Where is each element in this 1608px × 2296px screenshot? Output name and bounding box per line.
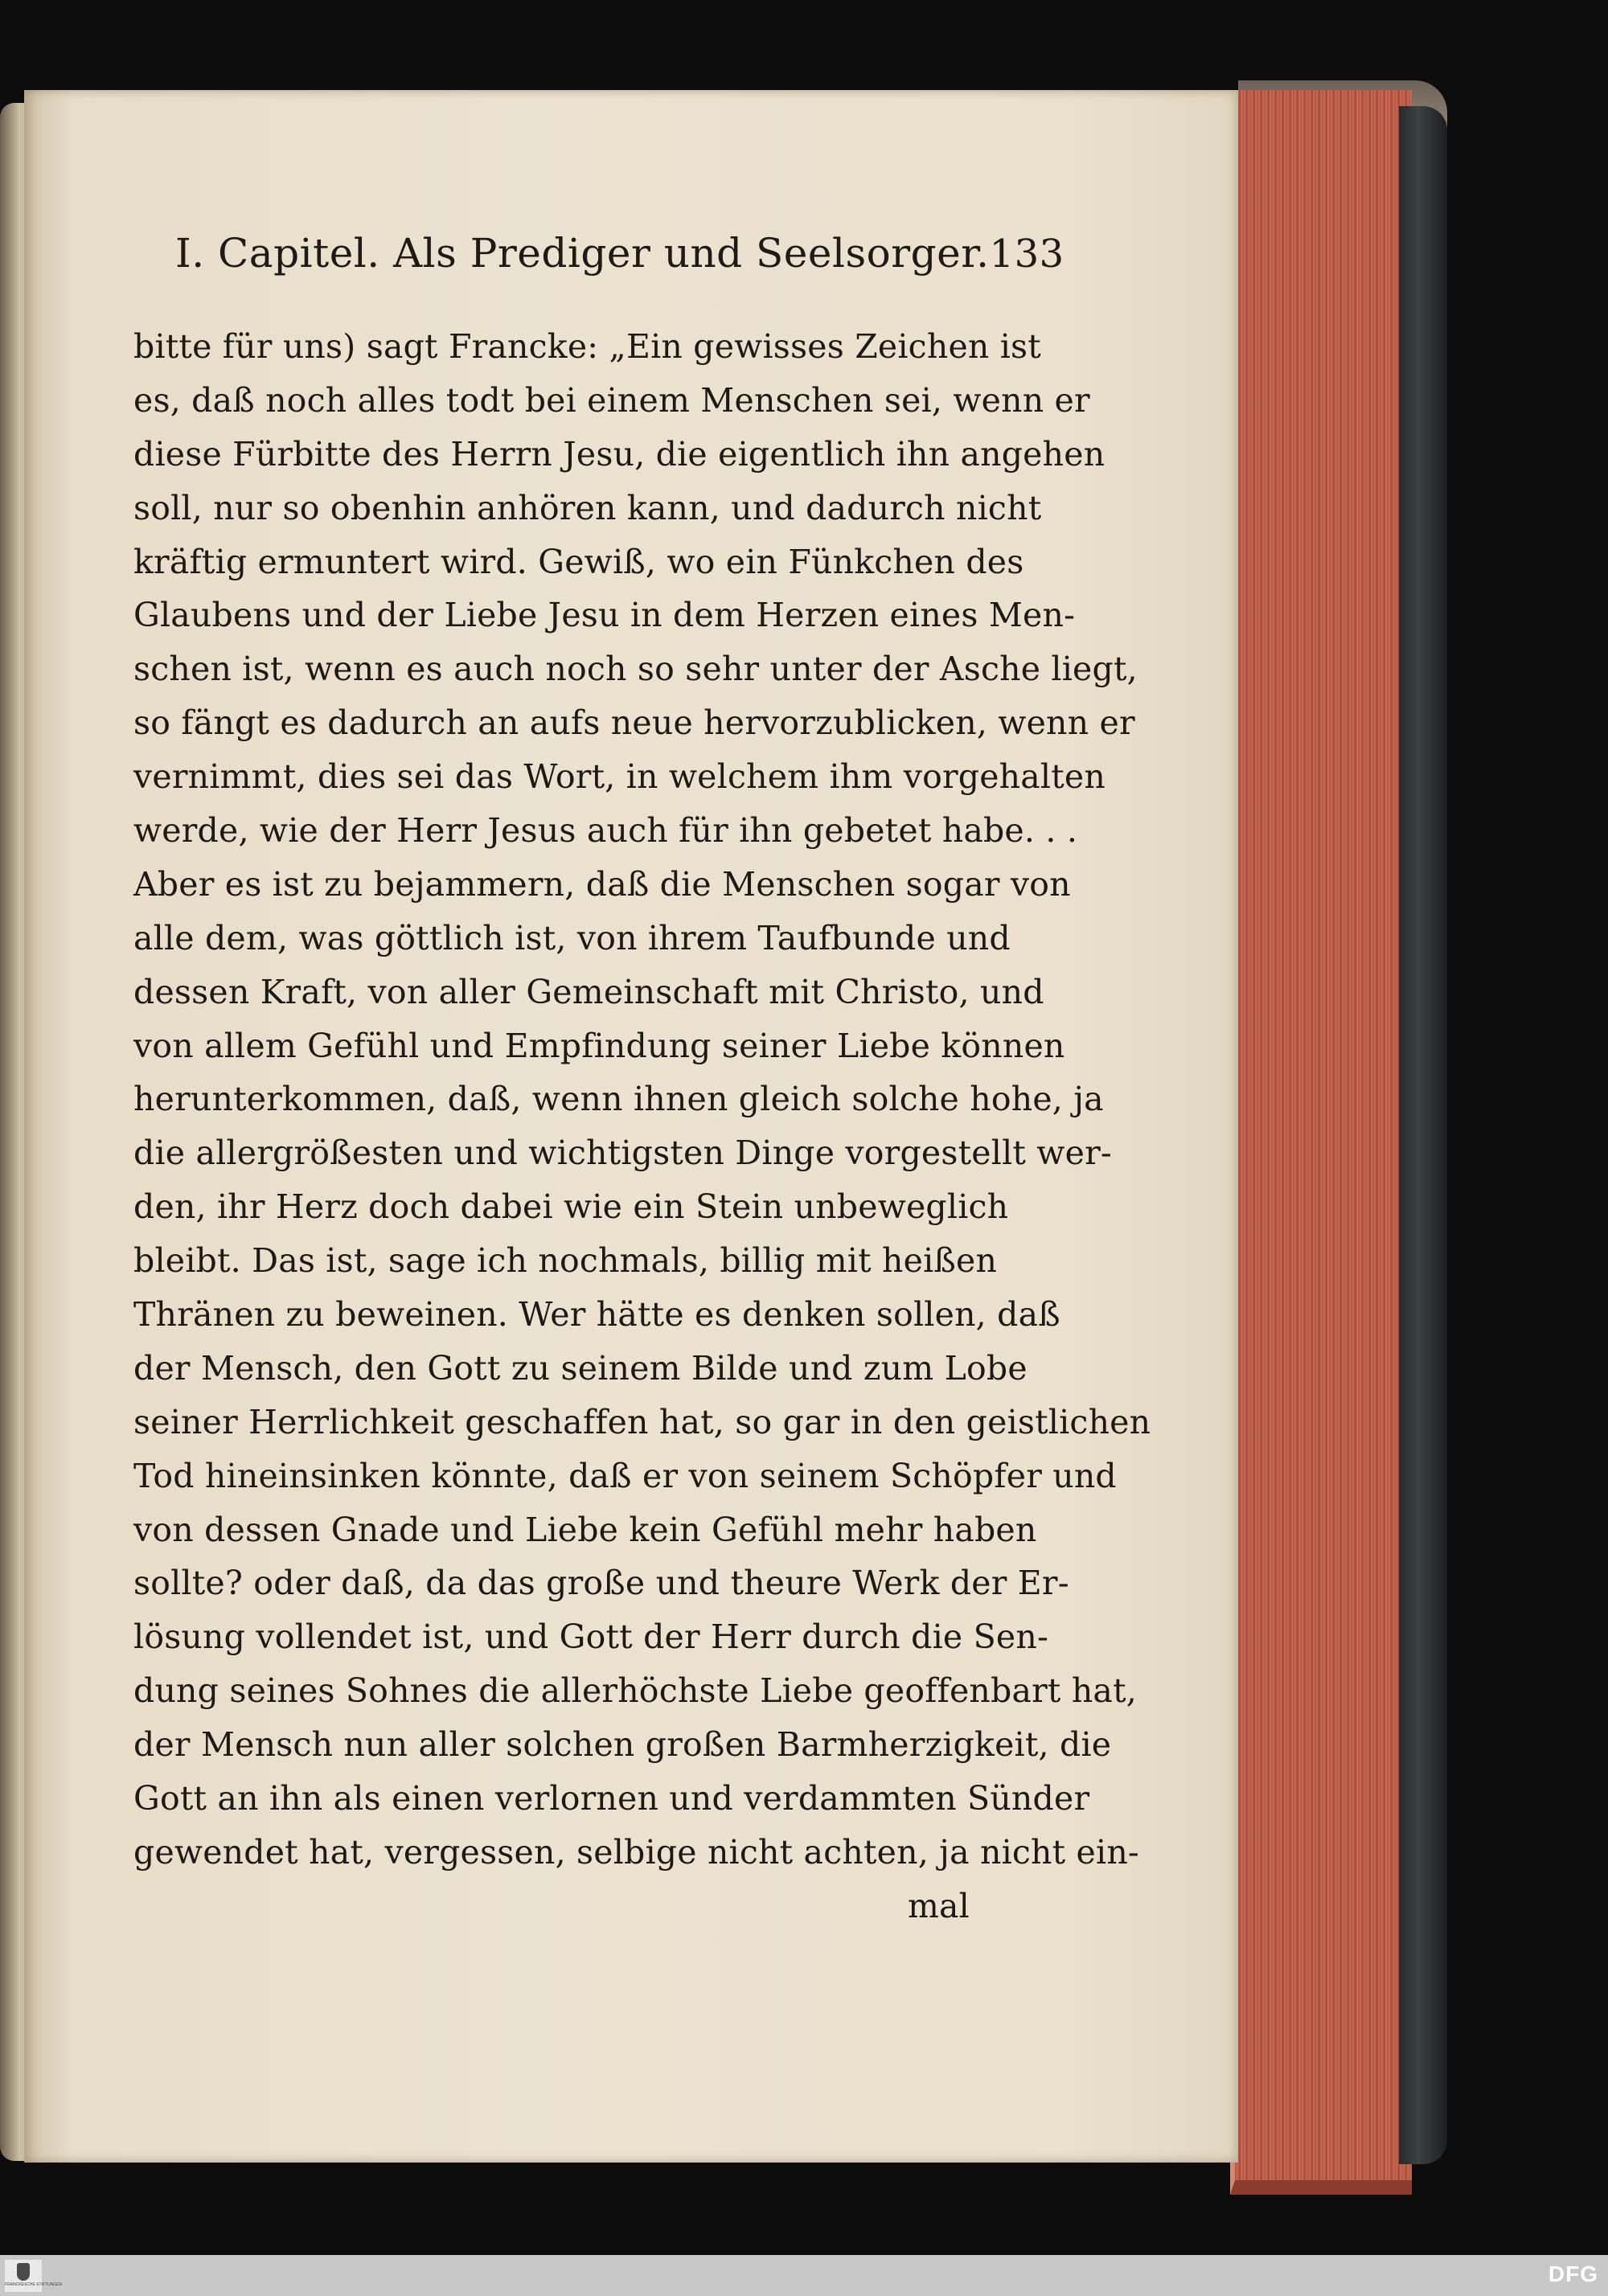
text-line: alle dem, was göttlich ist, von ihrem Taufbunde und xyxy=(133,918,1011,957)
text-line: der Mensch nun aller solchen großen Barmherzigkeit, die xyxy=(133,1725,1112,1765)
text-line: Gott an ihn als einen verlornen und verdammten Sünder xyxy=(133,1779,1090,1818)
text-line: dung seines Sohnes die allerhöchste Liebe geoffenbart hat, xyxy=(133,1671,1137,1711)
text-line: diese Fürbitte des Herrn Jesu, die eigentlich ihn angehen xyxy=(133,434,1106,474)
text-line: es, daß noch alles todt bei einem Menschen sei, wenn er xyxy=(133,380,1090,420)
text-line: von dessen Gnade und Liebe kein Gefühl mehr haben xyxy=(133,1510,1037,1549)
text-line: bitte für uns) sagt Francke: „Ein gewisses Zeichen ist xyxy=(133,327,1041,366)
text-line: Aber es ist zu bejammern, daß die Menschen sogar von xyxy=(133,864,1071,904)
library-logo xyxy=(5,2260,63,2292)
page-fore-edge xyxy=(1230,90,1412,2195)
text-line: der Mensch, den Gott zu seinem Bilde und zum Lobe xyxy=(133,1348,1028,1388)
text-line: die allergrößesten und wichtigsten Dinge vorgestellt wer- xyxy=(133,1134,1112,1173)
page-number: 133 xyxy=(989,232,1064,277)
book-cover-spine xyxy=(1399,106,1447,2164)
text-line: sollte? oder daß, da das große und theure Werk der Er- xyxy=(133,1564,1069,1603)
catchword: mal xyxy=(907,1886,970,1925)
library-logo-icon xyxy=(17,2263,30,2281)
running-header xyxy=(175,230,1064,286)
body-text xyxy=(133,320,1151,1933)
text-line: kräftig ermuntert wird. Gewiß, wo ein Fünkchen des xyxy=(133,542,1024,581)
text-line: so fängt es dadurch an aufs neue hervorzublicken, wenn er xyxy=(133,703,1135,743)
library-logo-caption: FRANCKESCHE STIFTUNGEN xyxy=(5,2282,63,2287)
viewer-footer-bar xyxy=(0,2255,1608,2296)
text-line: gewendet hat, vergessen, selbige nicht achten, ja nicht ein- xyxy=(133,1832,1139,1872)
text-line: bleibt. Das ist, sage ich nochmals, billig mit heißen xyxy=(133,1241,998,1281)
text-line: dessen Kraft, von aller Gemeinschaft mit Christo, und xyxy=(133,972,1044,1011)
text-line: Glaubens und der Liebe Jesu in dem Herzen eines Men- xyxy=(133,596,1076,635)
text-line: Thränen zu beweinen. Wer hätte es denken sollen, daß xyxy=(133,1295,1060,1335)
text-line: vernimmt, dies sei das Wort, in welchem ihm vorgehalten xyxy=(133,757,1106,797)
text-line: lösung vollendet ist, und Gott der Herr durch die Sen- xyxy=(133,1617,1048,1657)
dfg-logo: DFG xyxy=(1548,2261,1598,2286)
text-line: Tod hineinsinken könnte, daß er von seinem Schöpfer und xyxy=(133,1456,1117,1495)
text-line: den, ihr Herz doch dabei wie ein Stein unbeweglich xyxy=(133,1187,1009,1227)
running-title: I. Capitel. Als Prediger und Seelsorger. xyxy=(175,230,990,277)
text-line: von allem Gefühl und Empfindung seiner Liebe können xyxy=(133,1026,1065,1065)
text-line: seiner Herrlichkeit geschaffen hat, so gar in den geistlichen xyxy=(133,1402,1151,1441)
text-line: schen ist, wenn es auch noch so sehr unter der Asche liegt, xyxy=(133,650,1138,689)
text-line: soll, nur so obenhin anhören kann, und dadurch nicht xyxy=(133,488,1042,527)
text-line: werde, wie der Herr Jesus auch für ihn gebetet habe. . . xyxy=(133,811,1078,851)
text-line: herunterkommen, daß, wenn ihnen gleich solche hohe, ja xyxy=(133,1080,1104,1119)
